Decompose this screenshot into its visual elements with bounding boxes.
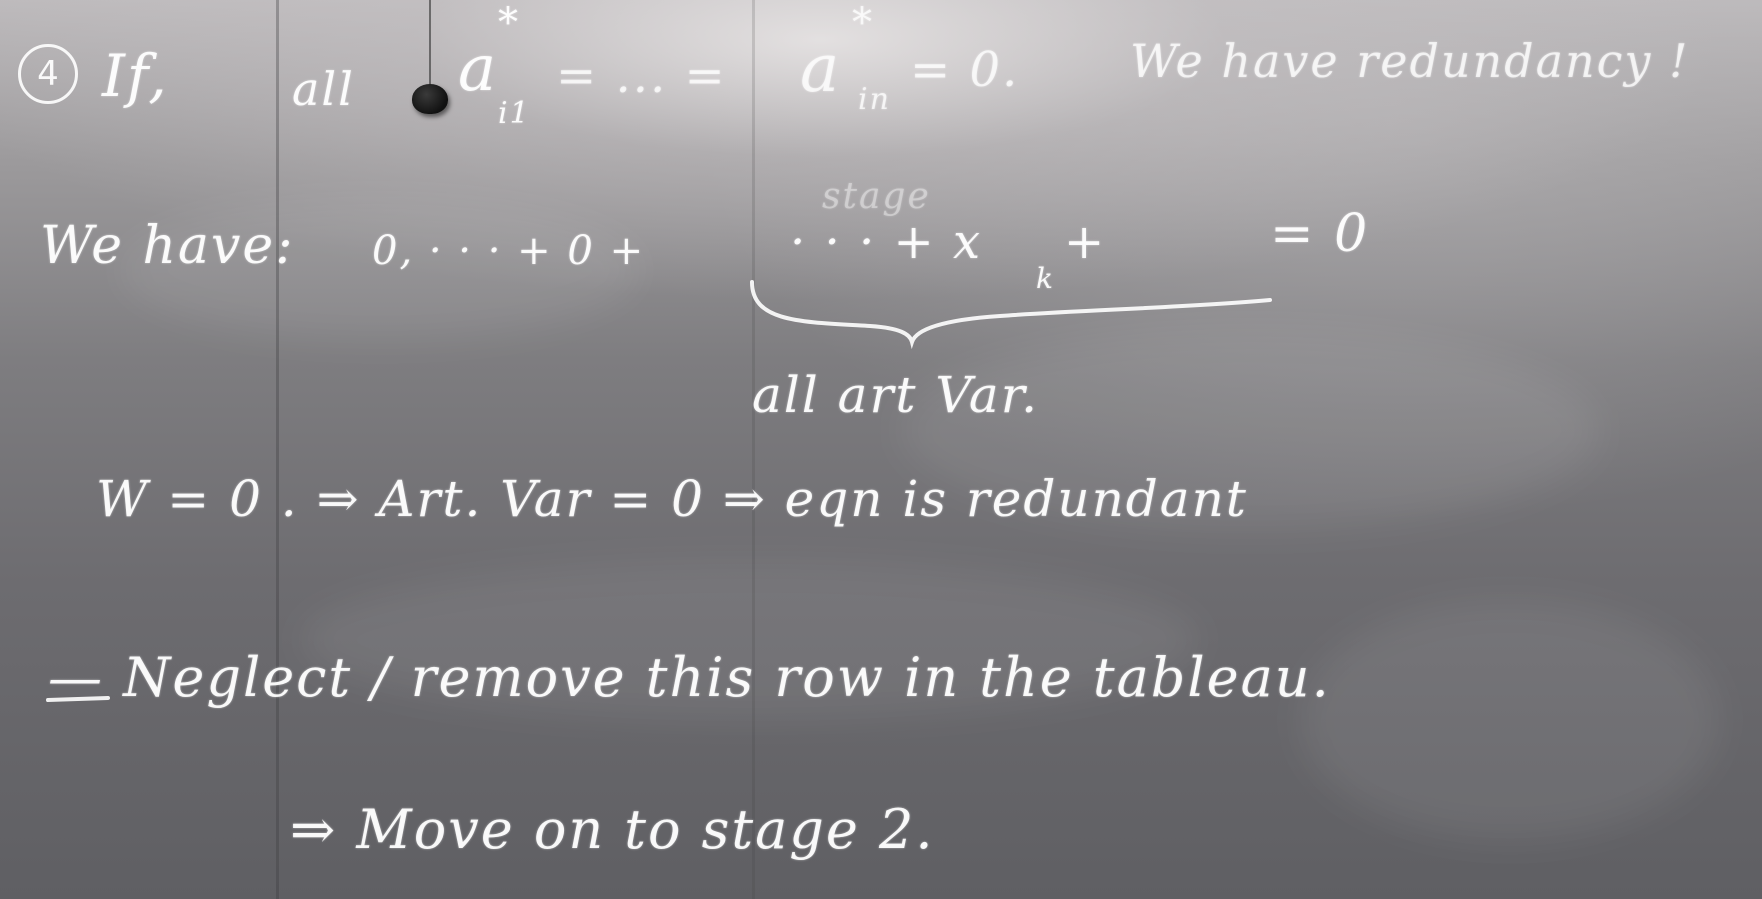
- a-i1-symbol: a: [458, 32, 499, 106]
- x-k-subscript: k: [1036, 262, 1055, 295]
- we-have-label: We have:: [40, 216, 295, 276]
- brace-label: all art Var.: [752, 366, 1040, 424]
- stage-note: stage: [822, 176, 931, 217]
- sum-plus: +: [1064, 214, 1107, 270]
- move-to-stage-two: ⇒ Move on to stage 2.: [290, 798, 935, 861]
- a-i1-superscript: *: [498, 0, 520, 46]
- a-i1-subscript: i1: [498, 96, 531, 131]
- if-word: If,: [102, 42, 169, 110]
- neglect-row-instruction: — Neglect / remove this row in the tableau.: [48, 646, 1331, 709]
- a-in-superscript: *: [852, 0, 874, 46]
- a-in-subscript: in: [858, 82, 891, 117]
- equals-ellipsis: = ... =: [556, 48, 727, 104]
- sum-equals-zero: = 0: [1270, 204, 1370, 264]
- equals-zero: = 0.: [910, 42, 1020, 98]
- a-in-symbol: a: [800, 30, 842, 107]
- sum-expression-mid: · · · + x: [790, 214, 983, 270]
- redundancy-remark: We have redundancy !: [1130, 34, 1690, 88]
- sum-expression-left: 0, · · · + 0 +: [372, 228, 646, 274]
- redundancy-implication: W = 0 . ⇒ Art. Var = 0 ⇒ eqn is redundant: [96, 470, 1248, 528]
- step-number-badge: 4: [18, 44, 78, 104]
- all-word: all: [292, 62, 355, 116]
